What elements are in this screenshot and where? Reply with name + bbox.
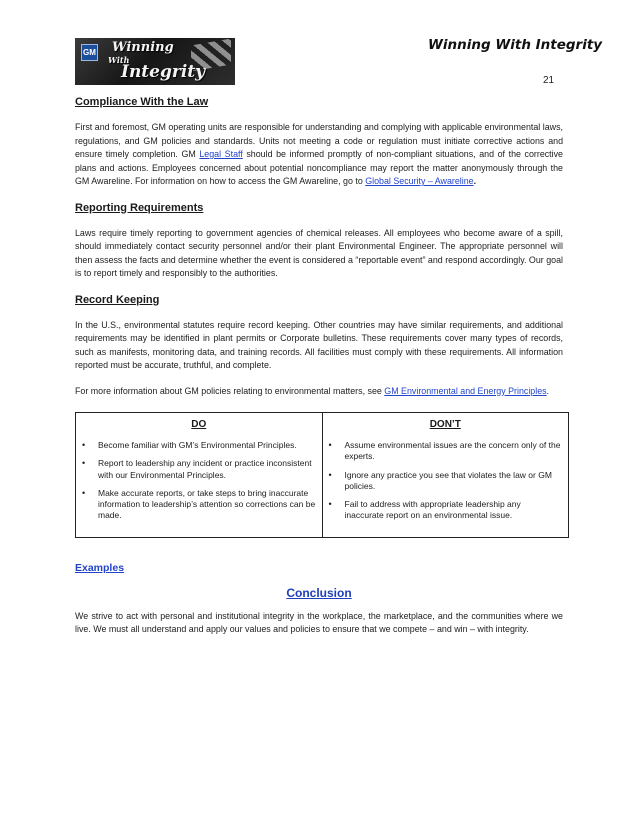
do-list	[82, 440, 316, 522]
dont-list	[329, 440, 563, 522]
dont-item: • Assume environmental issues are the concern only of the experts.	[329, 440, 563, 463]
do-dont-table	[75, 412, 569, 538]
legal-staff-link[interactable]: Legal Staff	[199, 149, 243, 159]
record-keeping-paragraph: In the U.S., environmental statutes require record keeping. Other countries may have similar requirements, and additional requirements may be identified in plant permits or Corporate bulletins. These requirements cover many types of records, such as manifests, monitoring data, and training records. All facilities must comply with these requirements. All information reported must be accurate, truthful, and complete.	[75, 319, 563, 370]
dont-item: • Fail to address with appropriate leadership any inaccurate report on an environmental issue.	[329, 499, 563, 522]
conclusion-paragraph: We strive to act with personal and institutional integrity in the workplace, the marketplace, and the communities where we live. We must all understand and apply our values and policies to ensure that we compete – and win – with integrity.	[75, 610, 563, 635]
page-number: 21	[543, 75, 555, 86]
dont-item: • Ignore any practice you see that violates the law or GM policies.	[329, 470, 563, 493]
logo-word-winning: Winning	[112, 40, 174, 55]
dont-heading: DON’T	[429, 419, 461, 430]
do-item: • Become familiar with GM’s Environmental Principles.	[82, 440, 316, 451]
do-item: • Make accurate reports, or take steps to bring inaccurate information to leadership’s attention so corrections can be made.	[82, 488, 316, 522]
compliance-text-1: First and foremost, GM operating units are responsible for understanding and complying with applicable environmental laws, regulations, and GM policies and standards. Units not meeting a code or regulation must initiate corrective actions and ensure timely completion. GM	[75, 122, 563, 159]
do-column	[76, 413, 322, 537]
reporting-heading: Reporting Requirements	[75, 201, 204, 214]
examples-link[interactable]: Examples	[75, 561, 125, 574]
do-heading: DO	[191, 419, 207, 430]
more-info-end: .	[546, 385, 550, 396]
page-content	[75, 96, 563, 637]
conclusion-heading: Conclusion	[286, 585, 352, 600]
compliance-heading: Compliance With the Law	[75, 96, 209, 108]
compliance-paragraph	[75, 121, 563, 189]
winning-with-integrity-logo	[75, 38, 235, 85]
logo-word-integrity: Integrity	[121, 62, 206, 82]
do-item: • Report to leadership any incident or practice inconsistent with our Environmental Principles.	[82, 458, 316, 481]
reporting-paragraph: Laws require timely reporting to government agencies of chemical releases. All employees who become aware of a spill, should immediately contact security personnel and/or their plant Environmental Engineer. The appropriate personnel will then assess the facts and determine whether the event is considered a “reportable event” and respond accordingly. Our goal is to report timely and responsibly to the authorities.	[75, 227, 563, 278]
compliance-text-3: .	[473, 176, 477, 186]
gm-badge: GM	[81, 44, 98, 61]
dont-column	[322, 413, 569, 537]
logo-word-with: With	[108, 55, 130, 65]
record-keeping-heading: Record Keeping	[75, 293, 160, 306]
more-info-paragraph	[75, 385, 563, 399]
document-title: Winning With Integrity	[428, 37, 603, 53]
global-security-awareline-link[interactable]: Global Security – Awareline	[365, 176, 474, 186]
more-info-text: For more information about GM policies relating to environmental matters, see	[75, 385, 385, 396]
compliance-text-2: should be informed promptly of non-compliant situations, and of the corrective plans and actions. Employees concerned about potential noncompliance may report the matter anonymously through the GM Awareline. For information on how to access the GM Awareline, go to	[75, 149, 563, 186]
environmental-principles-link[interactable]: GM Environmental and Energy Principles	[384, 385, 547, 396]
